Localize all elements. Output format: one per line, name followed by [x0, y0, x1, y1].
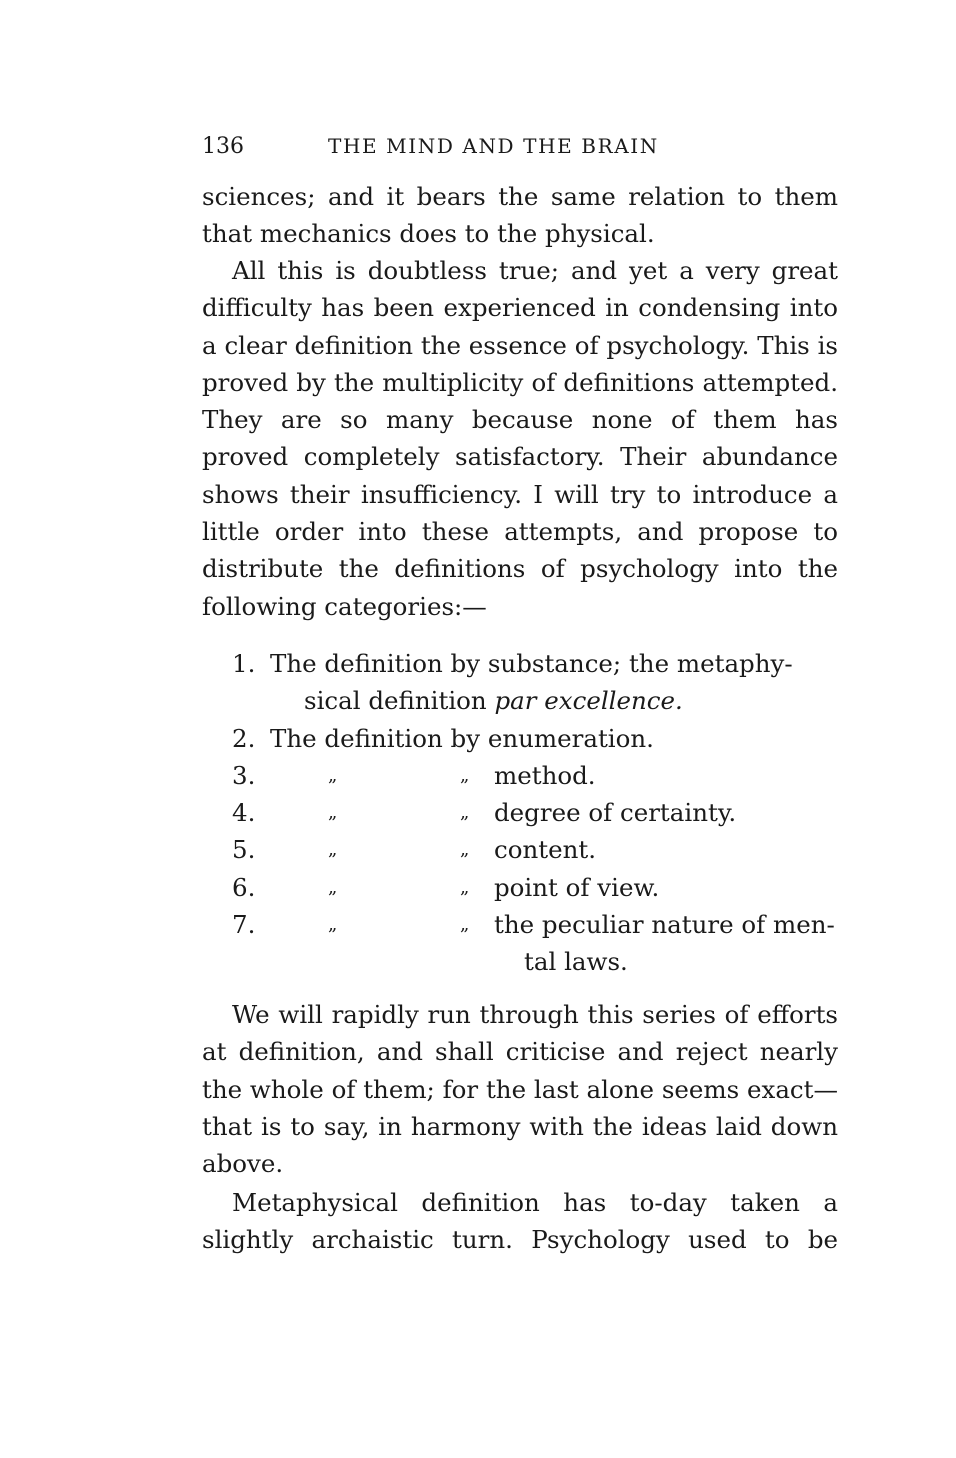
- list-number-6: 6.: [232, 872, 256, 902]
- list-text-2: The definition by enumeration.: [270, 723, 654, 753]
- list-text-1-cont: sical definition: [304, 686, 495, 716]
- page-header: [202, 128, 842, 168]
- list-number-3: 3.: [232, 760, 256, 790]
- definition-list: [232, 645, 838, 981]
- list-text-1: The definition by substance; the metaphy-: [270, 649, 793, 678]
- list-item-6: [232, 869, 838, 906]
- page-number: 136: [202, 134, 244, 159]
- ditto-mark: „: [328, 764, 338, 786]
- ditto-mark: „: [460, 914, 470, 936]
- list-number-2: 2.: [232, 723, 256, 753]
- paragraph-1: [202, 178, 838, 253]
- list-item-1: [232, 645, 838, 682]
- ditto-mark: „: [460, 876, 470, 898]
- list-item-1-continuation: [232, 682, 838, 719]
- list-text-7-cont: tal laws.: [524, 947, 628, 977]
- ditto-mark: „: [328, 876, 338, 898]
- ditto-mark: „: [328, 839, 338, 861]
- list-text-5: content.: [494, 835, 597, 865]
- ditto-mark: „: [328, 914, 338, 936]
- list-number-7: 7.: [232, 910, 256, 940]
- paragraph-3-text: We will rapidly run through this series of efforts at definition, and shall criticise and reject nearly the whole of them; for the last alone seems exact—that is to say, in harmony with the ideas laid down above.: [202, 1000, 838, 1179]
- list-text-7: the peculiar nature of men-: [494, 910, 835, 940]
- running-head: THE MIND AND THE BRAIN: [328, 134, 659, 158]
- ditto-mark: „: [328, 802, 338, 824]
- paragraph-2: [202, 252, 838, 625]
- ditto-mark: „: [460, 764, 470, 786]
- list-number-4: 4.: [232, 798, 256, 828]
- list-item-4: [232, 794, 838, 831]
- list-item-2: [232, 720, 838, 757]
- paragraph-1-text: sciences; and it bears the same relation to them that mechanics does to the physical.: [202, 182, 838, 249]
- ditto-mark: „: [460, 802, 470, 824]
- paragraph-4: [202, 1184, 838, 1259]
- list-number-1: 1.: [232, 649, 256, 678]
- list-item-5: [232, 831, 838, 868]
- list-text-3: method.: [494, 760, 596, 790]
- paragraph-3: [202, 996, 838, 1182]
- list-item-7-continuation: [232, 943, 838, 980]
- ditto-mark: „: [460, 839, 470, 861]
- list-text-6: point of view.: [494, 872, 660, 902]
- paragraph-4-text: Metaphysical definition has to-day taken a slightly archaistic turn. Psychology used to be: [202, 1188, 838, 1255]
- list-item-3: [232, 757, 838, 794]
- list-text-4: degree of certainty.: [494, 798, 737, 828]
- list-text-1-italic: par excellence.: [494, 686, 683, 716]
- paragraph-2-text: All this is doubtless true; and yet a very great difficulty has been experienced in condensing into a clear definition the essence of psychology. This is proved by the multiplicity of definitions attempted. They are so many because none of them has proved completely satisfactory. Their abundance shows their insufficiency. I will try to introduce a little order into these attempts, and propose to distribute the definitions of psychology into the following categories:—: [202, 256, 838, 621]
- list-number-5: 5.: [232, 835, 256, 865]
- list-item-7: [232, 906, 838, 943]
